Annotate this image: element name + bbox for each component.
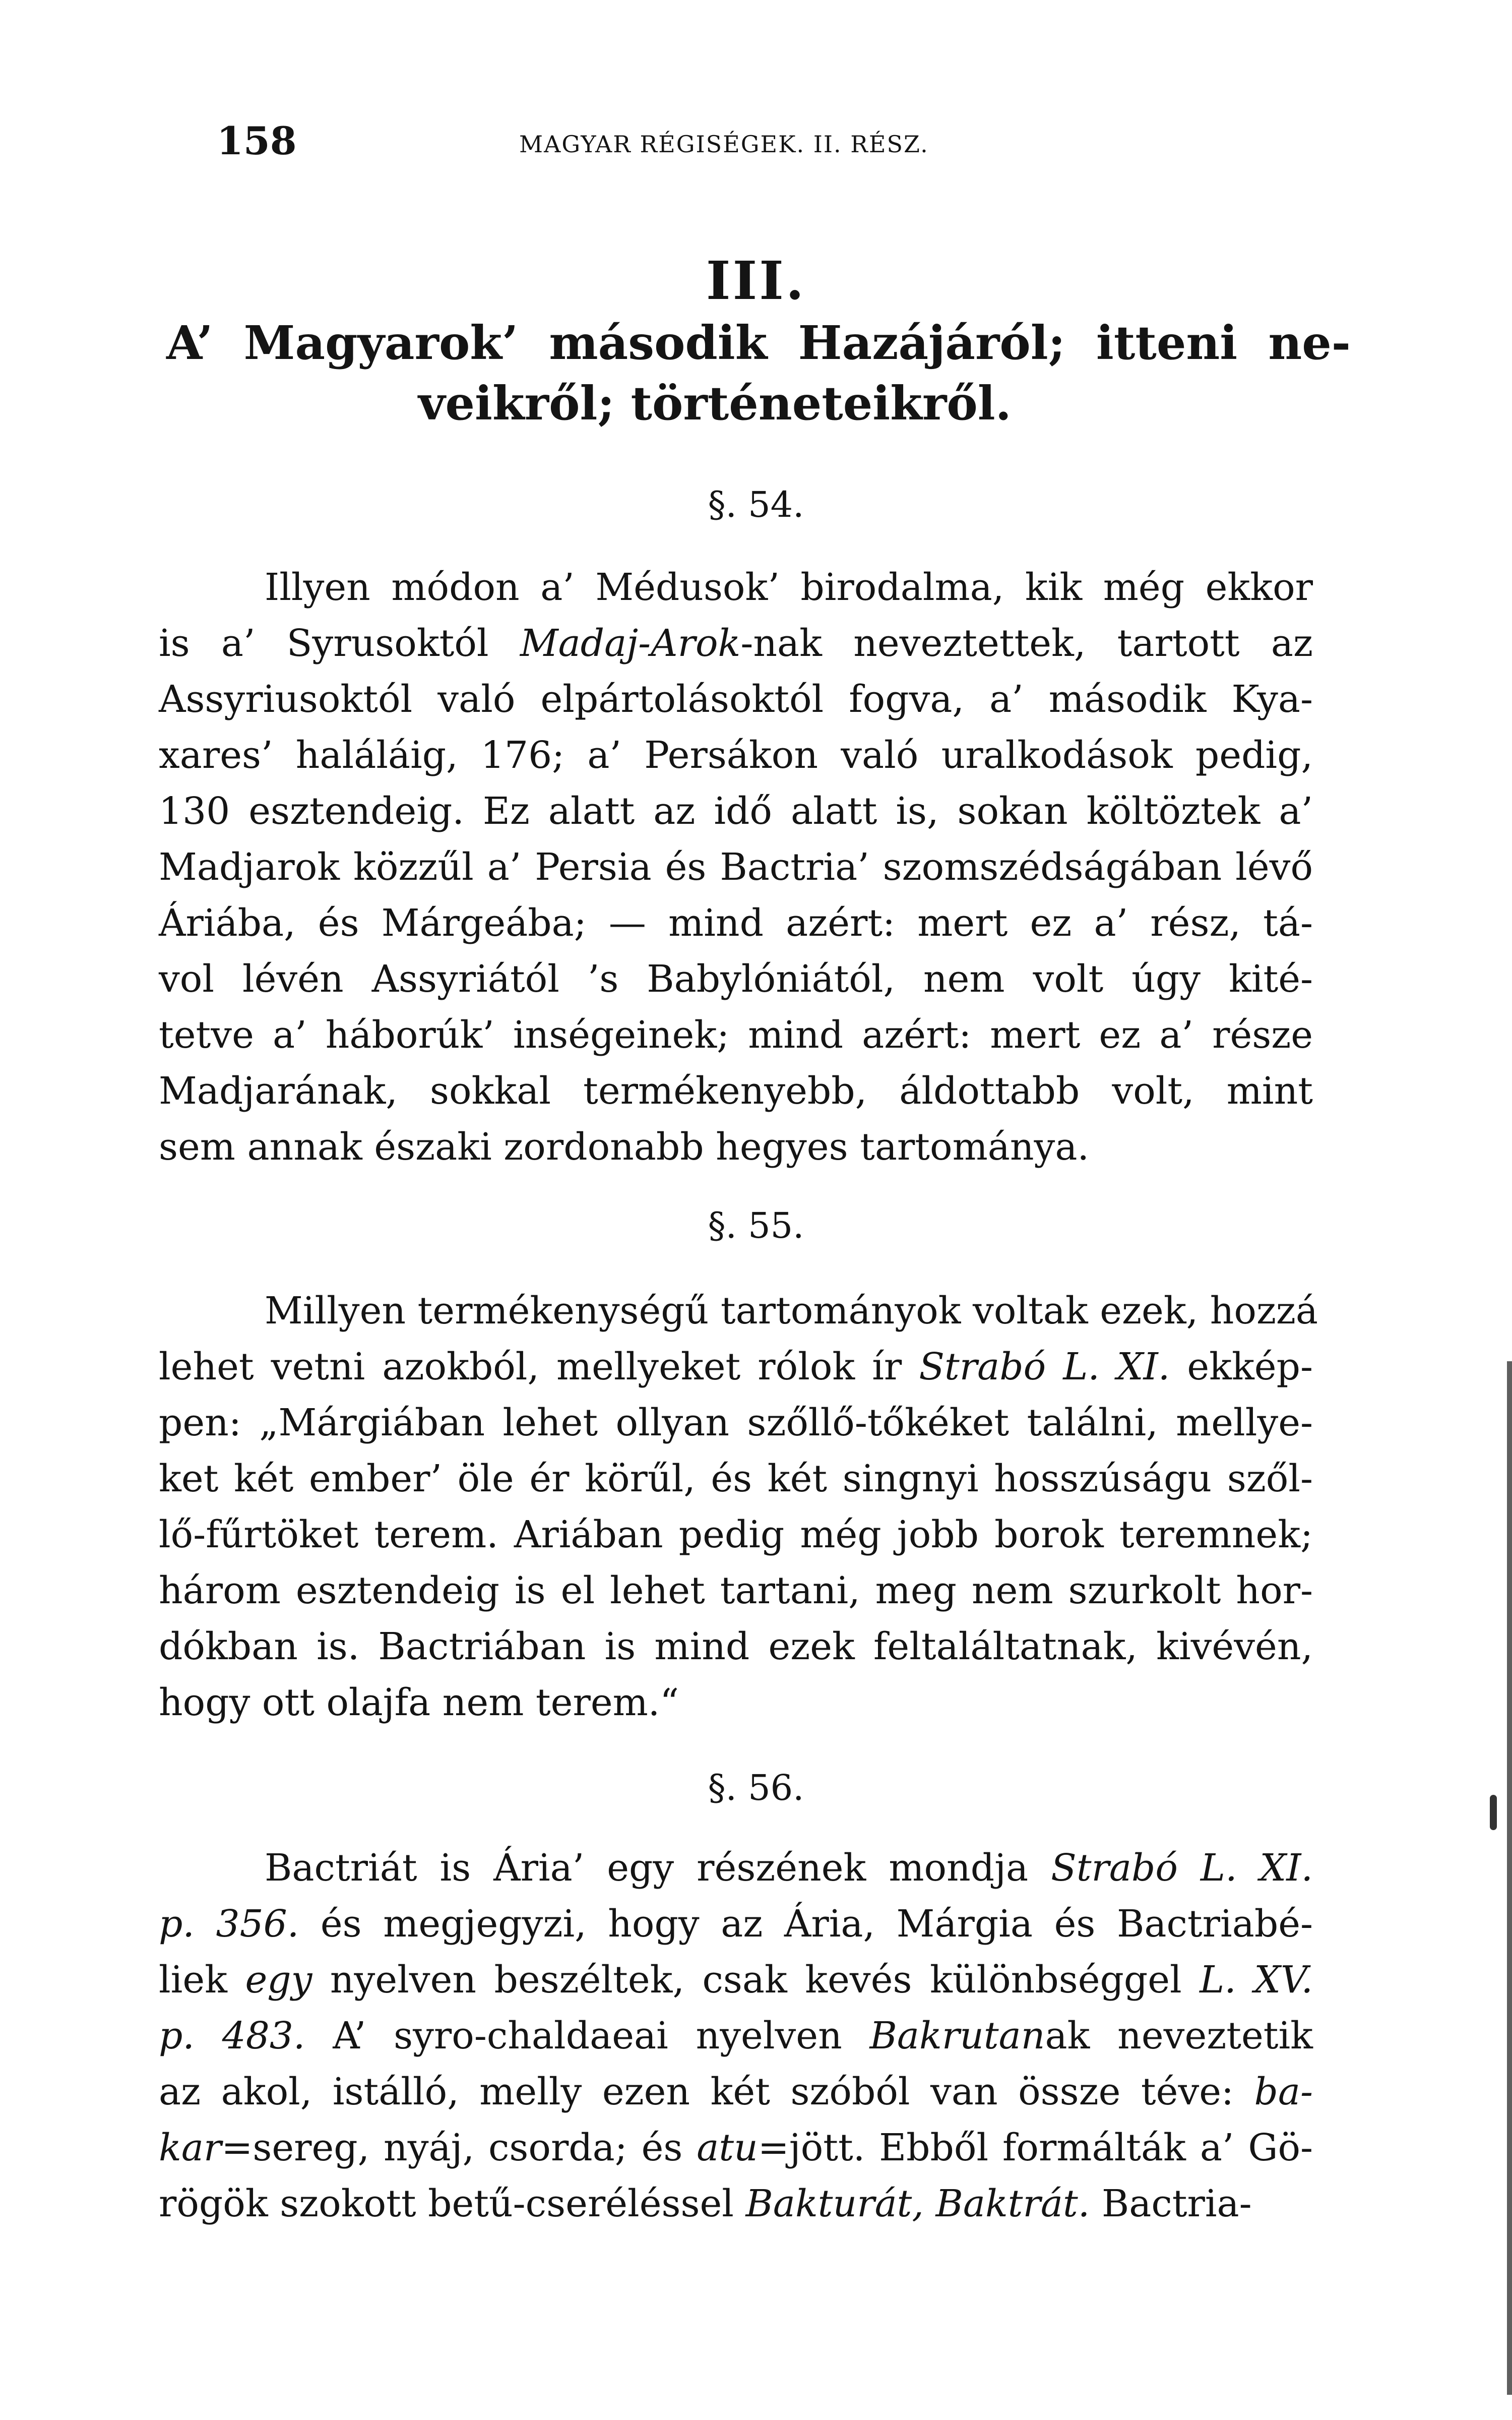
section-mark-56: §. 56. bbox=[708, 1767, 804, 1808]
page-header bbox=[217, 118, 1305, 174]
chapter-title-line: veikről; történeteikről. bbox=[418, 376, 1012, 431]
text-line: Assyriusoktól való elpártolásoktól fogva, a’ második Kya- bbox=[159, 678, 1313, 721]
chapter-title bbox=[166, 313, 1351, 434]
page-edge-shadow bbox=[1487, 1361, 1512, 2395]
section-mark-54: §. 54. bbox=[708, 484, 804, 525]
text-line: Bactriát is Ária’ egy részének mondja Strabó L. XI. bbox=[265, 1846, 1313, 1890]
text-line: ket két ember’ öle ér körűl, és két singnyi hosszúságu szől- bbox=[159, 1457, 1313, 1500]
running-head: MAGYAR RÉGISÉGEK. II. RÉSZ. bbox=[519, 131, 929, 158]
text-line: rögök szokott betű-cseréléssel Bakturát, Baktrát. Bactria- bbox=[159, 2182, 1252, 2225]
text-line: lehet vetni azokból, mellyeket rólok ír Strabó L. XI. ekkép- bbox=[159, 1345, 1313, 1388]
text-line: az akol, istálló, melly ezen két szóból van össze téve: ba- bbox=[159, 2070, 1313, 2113]
text-line: p. 356. és megjegyzi, hogy az Ária, Márgia és Bactriabé- bbox=[159, 1902, 1313, 1946]
text-line: sem annak északi zordonabb hegyes tartománya. bbox=[159, 1125, 1089, 1169]
text-line: kar=sereg, nyáj, csorda; és atu=jött. Ebből formálták a’ Gö- bbox=[159, 2126, 1313, 2169]
text-line: xares’ haláláig, 176; a’ Persákon való uralkodások pedig, bbox=[159, 734, 1313, 777]
section-54-paragraph bbox=[159, 560, 1313, 1175]
page-number: 158 bbox=[217, 118, 297, 163]
text-line: is a’ Syrusoktól Madaj-Arok-nak neveztettek, tartott az bbox=[159, 622, 1313, 665]
text-line: liek egy nyelven beszéltek, csak kevés különbséggel L. XV. bbox=[159, 1958, 1313, 2002]
text-line: Áriába, és Márgeába; — mind azért: mert ez a’ rész, tá- bbox=[159, 901, 1313, 945]
section-mark-55: §. 55. bbox=[708, 1205, 804, 1246]
chapter-numeral: III. bbox=[706, 250, 806, 312]
text-line: három esztendeig is el lehet tartani, meg nem szurkolt hor- bbox=[159, 1569, 1313, 1612]
text-line: pen: „Márgiában lehet ollyan szőllő-tőkéket találni, mellye- bbox=[159, 1401, 1313, 1444]
text-line: lő-fűrtöket terem. Ariában pedig még jobb borok teremnek; bbox=[159, 1513, 1313, 1556]
section-56-paragraph bbox=[159, 1840, 1313, 2232]
section-55-paragraph bbox=[159, 1283, 1318, 1731]
text-line: hogy ott olajfa nem terem.“ bbox=[159, 1681, 679, 1724]
text-line: tetve a’ háborúk’ inségeinek; mind azért: mert ez a’ része bbox=[159, 1013, 1313, 1057]
text-line: Madjarok közzűl a’ Persia és Bactria’ szomszédságában lévő bbox=[159, 845, 1313, 889]
chapter-title-line: A’ Magyarok’ második Hazájáról; itteni ne- bbox=[166, 316, 1351, 370]
text-line: vol lévén Assyriától ’s Babylóniától, nem volt úgy kité- bbox=[159, 957, 1313, 1001]
text-line: Illyen módon a’ Médusok’ birodalma, kik még ekkor bbox=[265, 566, 1313, 609]
text-line: Millyen termékenységű tartományok voltak ezek, hozzá bbox=[265, 1289, 1318, 1333]
text-line: 130 esztendeig. Ez alatt az idő alatt is, sokan költöztek a’ bbox=[159, 790, 1313, 833]
text-line: dókban is. Bactriában is mind ezek feltaláltatnak, kivévén, bbox=[159, 1625, 1313, 1668]
page-edge-mark bbox=[1490, 1795, 1497, 1830]
text-line: p. 483. A’ syro-chaldaeai nyelven Bakrutanak neveztetik bbox=[159, 2014, 1313, 2058]
text-line: Madjarának, sokkal termékenyebb, áldottabb volt, mint bbox=[159, 1069, 1313, 1113]
